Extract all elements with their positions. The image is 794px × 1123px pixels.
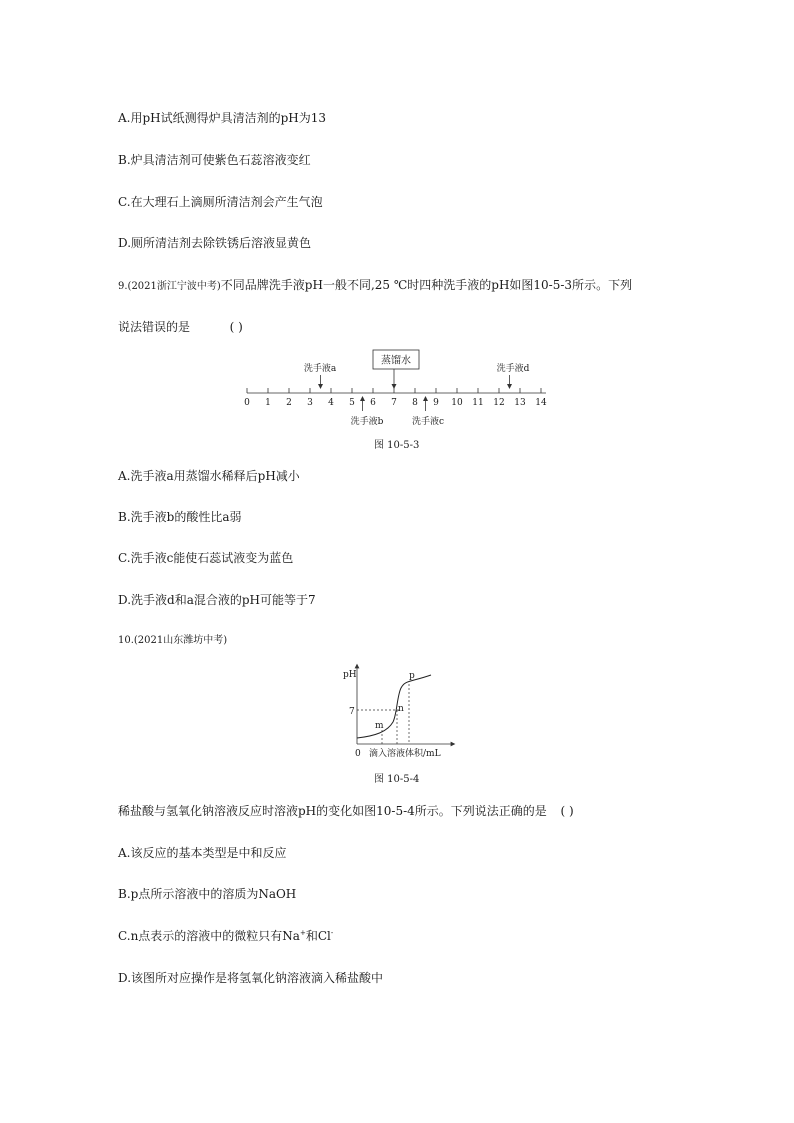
ph-curve-figure [335,660,460,765]
q9-option-b: B.洗手液b的酸性比a弱 [118,510,242,524]
ph-tick-label-10: 10 [451,398,463,408]
q9-source: 9.(2021浙江宁波中考) [118,281,221,292]
q10-option-c-sup2: - [330,929,334,937]
q10-stem-line [118,803,574,819]
q9-option-a: A.洗手液a用蒸馏水稀释后pH减小 [118,469,300,483]
q10-option-b: B.p点所示溶液中的溶质为NaOH [118,887,297,901]
arrow-b [360,396,365,411]
x-axis-label: 滴入溶液体积/mL [369,749,441,759]
q10-option-c-text1: C.n点表示的溶液中的微粒只有Na [118,929,300,943]
ph-tick-label-5: 5 [349,398,355,408]
origin-label: 0 [355,749,361,759]
ph-tick-label-7: 7 [391,398,397,408]
y-tick-7: 7 [349,707,355,717]
q10-option-c [118,928,333,944]
arrow-d [507,375,512,389]
ph-tick-label-4: 4 [328,398,334,408]
q8-option-d: D.厕所清洁剂去除铁锈后溶液显黄色 [118,236,312,250]
ph-curve [357,675,431,738]
ph-tick-label-2: 2 [286,398,292,408]
q9-stem2: 说法错误的是 [118,320,191,334]
ph-scale-figure [230,345,570,430]
q10-stem: 稀盐酸与氢氧化钠溶液反应时溶液pH的变化如图10-5-4所示。下列说法正确的是 [118,804,547,818]
q8-option-c: C.在大理石上滴厕所清洁剂会产生气泡 [118,195,323,209]
figure-caption-10-5-3: 图 10-5-3 [374,440,420,451]
q9-stem-line2 [118,319,243,335]
figure-caption-10-5-4: 图 10-5-4 [374,774,420,785]
arrow-a [318,375,323,389]
point-m: m [375,721,384,731]
label-a: 洗手液a [303,364,337,374]
q10-answer-paren: ( ) [560,804,574,818]
q9-stem-line1 [118,277,632,295]
q9-option-d: D.洗手液d和a混合液的pH可能等于7 [118,593,316,607]
water-label: 蒸馏水 [381,355,411,367]
q9-stem: 不同品牌洗手液pH一般不同,25 ℃时四种洗手液的pH如图10-5-3所示。下列 [220,278,633,292]
ph-tick-label-0: 0 [244,398,250,408]
q10-source: 10.(2021山东潍坊中考) [118,635,228,646]
q10-option-a: A.该反应的基本类型是中和反应 [118,846,287,860]
label-d: 洗手液d [496,364,530,374]
arrow-water [392,369,397,389]
ph-tick-label-12: 12 [493,398,505,408]
point-n: n [398,704,404,714]
label-c: 洗手液c [411,417,445,427]
arrow-c [423,396,428,411]
ph-tick-label-13: 13 [514,398,526,408]
label-b: 洗手液b [350,417,384,427]
q10-option-d: D.该图所对应操作是将氢氧化钠溶液滴入稀盐酸中 [118,971,384,985]
ph-tick-label-6: 6 [370,398,376,408]
q9-option-c: C.洗手液c能使石蕊试液变为蓝色 [118,551,294,565]
ph-tick-label-9: 9 [433,398,439,408]
ph-tick-label-3: 3 [307,398,313,408]
q9-answer-paren: ( ) [229,320,243,334]
q8-option-a: A.用pH试纸测得炉具清洁剂的pH为13 [118,111,327,125]
ph-tick-label-8: 8 [412,398,418,408]
q10-option-c-sup1: + [299,929,306,937]
ph-tick-label-1: 1 [265,398,271,408]
q8-option-b: B.炉具清洁剂可使紫色石蕊溶液变红 [118,153,311,167]
ph-tick-label-11: 11 [472,398,484,408]
y-axis-label: pH [343,670,357,680]
q10-option-c-text2: 和Cl [305,929,331,943]
point-p: p [409,671,415,681]
ph-tick-label-14: 14 [535,398,547,408]
